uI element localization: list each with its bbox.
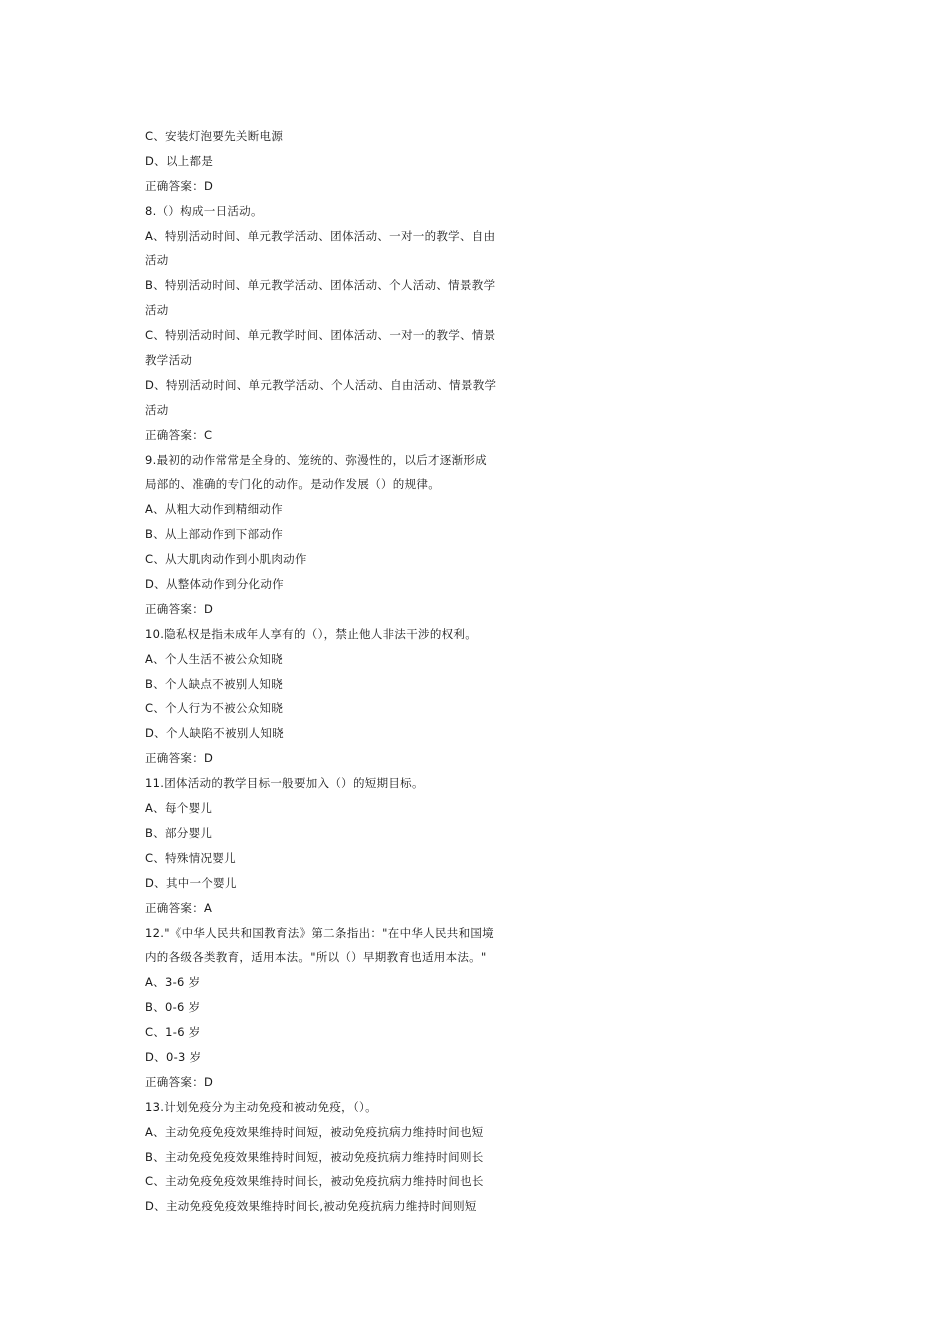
text-line: D、以上都是 [145,153,214,168]
text-line: 正确答案：A [145,900,213,915]
text-line: 正确答案：D [145,178,214,193]
document-page [145,124,525,1219]
text-line: 10.隐私权是指未成年人享有的（），禁止他人非法干涉的权利。 [145,626,478,641]
text-line: C、主动免疫免疫效果维持时间长，被动免疫抗病力维持时间也长 [145,1174,484,1189]
text-line: D、0-3 岁 [145,1049,202,1064]
text-line: D、其中一个婴儿 [145,875,237,890]
text-line: B、特别活动时间、单元教学活动、团体活动、个人活动、情景教学 [145,278,496,293]
text-line: 正确答案：D [145,601,214,616]
text-line: 局部的、准确的专门化的动作。是动作发展（）的规律。 [145,477,440,492]
text-line: D、特别活动时间、单元教学活动、个人活动、自由活动、情景教学 [145,377,497,392]
text-line: 活动 [145,402,169,417]
text-line: D、从整体动作到分化动作 [145,577,284,592]
text-line: 活动 [145,303,169,318]
text-line: B、从上部动作到下部动作 [145,527,283,542]
text-line: 正确答案：C [145,427,213,442]
text-line: B、0-6 岁 [145,1000,201,1015]
text-line: 13.计划免疫分为主动免疫和被动免疫，（）。 [145,1099,377,1114]
text-line: 教学活动 [145,353,193,368]
text-line: 12."《中华人民共和国教育法》第二条指出："在中华人民共和国境 [145,925,494,940]
text-line: A、从粗大动作到精细动作 [145,502,283,517]
text-line: 9.最初的动作常常是全身的、笼统的、弥漫性的，以后才逐渐形成 [145,452,487,467]
text-line: D、个人缺陷不被别人知晓 [145,726,284,741]
text-line: C、个人行为不被公众知晓 [145,701,284,716]
text-line: 正确答案：D [145,751,214,766]
text-line: C、特别活动时间、单元教学时间、团体活动、一对一的教学、情景 [145,328,496,343]
text-line: C、安装灯泡要先关断电源 [145,129,284,143]
text-line: C、从大肌肉动作到小肌肉动作 [145,552,307,567]
text-line: 8.（）构成一日活动。 [145,203,263,218]
text-line: D、主动免疫免疫效果维持时间长,被动免疫抗病力维持时间则短 [145,1199,477,1214]
text-line: B、个人缺点不被别人知晓 [145,676,283,691]
text-line: 活动 [145,253,169,268]
text-line: 正确答案：D [145,1074,214,1089]
text-line: B、部分婴儿 [145,825,213,840]
text-line: C、1-6 岁 [145,1025,201,1040]
text-line: C、特殊情况婴儿 [145,850,236,865]
text-line: 内的各级各类教育，适用本法。"所以（）早期教育也适用本法。" [145,950,487,965]
text-line: A、每个婴儿 [145,801,213,816]
text-line: A、特别活动时间、单元教学活动、团体活动、一对一的教学、自由 [145,228,496,243]
text-line: 11.团体活动的教学目标一般要加入（）的短期目标。 [145,776,424,791]
text-line: A、个人生活不被公众知晓 [145,651,283,666]
text-line: A、3-6 岁 [145,975,201,990]
text-line: B、主动免疫免疫效果维持时间短，被动免疫抗病力维持时间则长 [145,1149,484,1164]
text-line: A、主动免疫免疫效果维持时间短，被动免疫抗病力维持时间也短 [145,1124,484,1139]
